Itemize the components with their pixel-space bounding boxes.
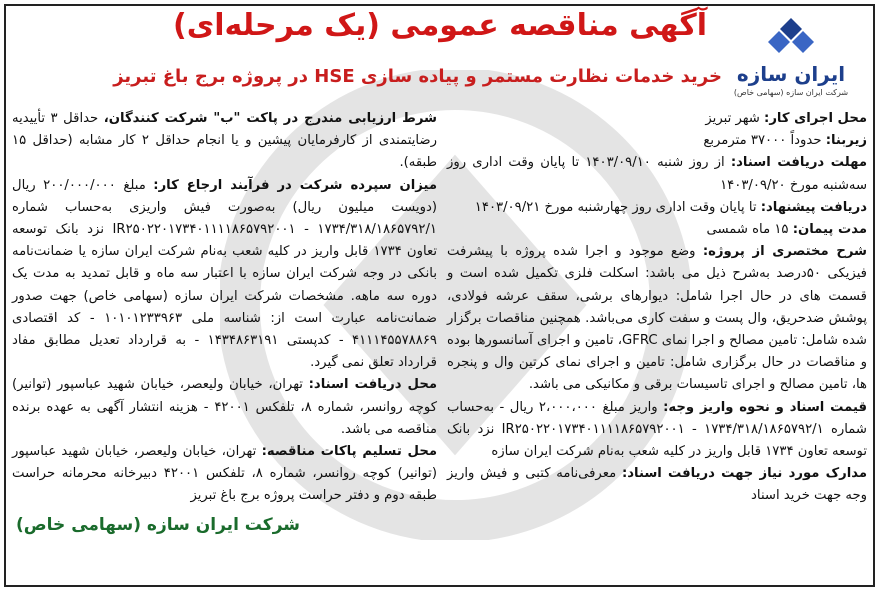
ad-header — [10, 8, 870, 100]
deposit-value: مبلغ ۲۰۰/۰۰۰/۰۰۰ ریال (دویست میلیون ریال) به‌صورت فیش واریزی به‌حساب شماره ۱۷۳۴/۳۱۸/۱۸۶۵۷۹۲/۱ - IR۲۵۰۲۲۰۱۷۳۴۰۱۱۱۱۸۶۵۷۹۲۰۰۱ نزد بانک توسعه تعاون ۱۷۳۴ قابل واریز در کلیه شعب به‌نام شرکت ایران سازه یا ضمانت‌نامه بانکی در وجه شرکت ایران سازه با اعتبار سه ماه و قابل تمدید به مدت یک دوره سه ماهه. مشخصات شرکت ایران سازه (سهامی خاص) جهت صدور ضمانت‌نامه عبارت است از: شناسه ملی ۱۰۱۰۱۲۳۳۹۶۳ - کد اقتصادی ۴۱۱۱۴۵۵۷۸۸۶۹ - کدپستی ۱۴۳۴۸۶۳۱۹۱ - به قرارداد تعدیل مطابق مفاد قرارداد تعلق نمی گیرد. — [12, 177, 438, 371]
ad-title: آگهی مناقصه عمومی (یک مرحله‌ای) — [173, 8, 707, 43]
company-signature: شرکت ایران سازه (سهامی خاص) — [16, 514, 300, 535]
ad-subtitle: خرید خدمات نظارت مستمر و پیاده سازی HSE در پروژه برج باغ تبریز — [113, 66, 722, 87]
docs-value: معرفی‌نامه کتبی و فیش واریز وجه جهت خرید اسناد — [447, 466, 867, 504]
description-label: شرح مختصری از پروژه: — [702, 244, 867, 260]
docs-line — [447, 463, 867, 507]
criteria-value: حداقل ۳ تأییدیه رضایتمندی از کارفرمایان پیشین و یا انجام حداقل ۲ کار مشابه (حداقل ۱۵ طبقه). — [12, 111, 437, 171]
right-column — [447, 108, 867, 508]
company-logo — [726, 16, 856, 97]
duration-line — [447, 219, 867, 241]
deliver-line — [12, 441, 437, 508]
duration-label: مدت پیمان: — [792, 222, 867, 238]
receive-label: محل دریافت اسناد: — [308, 377, 437, 393]
duration-value: ۱۵ ماه شمسی — [706, 222, 793, 238]
deliver-label: محل تسلیم پاکات مناقصه: — [261, 444, 437, 460]
logo-diamond-icon — [768, 16, 814, 56]
deposit-label: میزان سپرده شرکت در فرآیند ارجاع کار: — [153, 177, 438, 193]
area-value: حدوداً ۳۷۰۰۰ مترمربع — [703, 133, 826, 149]
criteria-line — [12, 108, 437, 175]
deliver-value: تهران، خیابان ولیعصر، خیابان شهید عباسپور (توانیر) کوچه روانسر، شماره ۸، تلفکس ۴۲۰۰۱ دبیرخانه محرمانه حراست طبقه دوم و دفتر حراست پروژه برج باغ تبریز — [12, 444, 437, 504]
price-label: قیمت اسناد و نحوه واریز وجه: — [663, 399, 867, 415]
deposit-line — [12, 175, 437, 375]
location-line — [447, 108, 867, 130]
deadline-line — [447, 152, 867, 196]
location-value: شهر تبریز — [705, 111, 765, 126]
price-value: واریز مبلغ ۲،۰۰۰،۰۰۰ ریال - به‌حساب شماره ۱۷۳۴/۳۱۸/۱۸۶۵۷۹۲/۱ - IR۲۵۰۲۲۰۱۷۳۴۰۱۱۱۱۸۶۵۷۹۲۰۰۱ نزد بانک توسعه تعاون ۱۷۳۴ قابل واریز در کلیه شعب به‌نام شرکت ایران سازه — [447, 399, 867, 460]
logo-name: ایران سازه — [736, 62, 846, 86]
price-line — [447, 397, 867, 464]
deadline-value: از روز شنبه ۱۴۰۳/۰۹/۱۰ تا پایان وقت اداری روز سه‌شنبه مورخ ۱۴۰۳/۰۹/۲۰ — [447, 155, 867, 193]
area-label: زیربنا: — [825, 133, 867, 149]
deadline-label: مهلت دریافت اسناد: — [730, 155, 867, 171]
left-column — [12, 108, 437, 536]
receive-line — [12, 374, 437, 441]
location-label: محل اجرای کار: — [764, 111, 867, 126]
area-line — [447, 130, 867, 152]
criteria-label: شرط ارزیابی مندرج در پاکت "ب" شرکت کنندگان، — [103, 111, 438, 126]
offer-value: تا پایان وقت اداری روز چهارشنبه مورخ ۱۴۰۳/۰۹/۲۱ — [474, 199, 761, 215]
logo-subtitle: شرکت ایران سازه (سهامی خاص) — [733, 88, 849, 97]
description-line — [447, 241, 867, 396]
offer-label: دریافت پیشنهاد: — [760, 199, 867, 215]
receive-value: تهران، خیابان ولیعصر، خیابان شهید عباسپور (توانیر) کوچه روانسر، شماره ۸، تلفکس ۴۲۰۰۱ - هزینه انتشار آگهی به عهده برنده مناقصه می باشد. — [12, 377, 437, 437]
description-value: وضع موجود و اجرا شده پروژه با پیشرفت فیزیکی ۵۰درصد به‌شرح ذیل می باشد: اسکلت فلزی تکمیل شده است و قسمت های در حال اجرا شامل: دیوارهای برشی، سقف عرشه فولادی، پوشش ضدحریق، وال پست و سفت کاری می‌باشد. همچنین مناقصات برگزار شده شامل: تامین مصالح و اجرا نمای GFRC، تامین و اجرای آسانسورها بوده و مناقصات در حال برگزاری شامل: تامین و اجرای نمای کرتین وال و پنجره ها، تامین مصالح و اجرای تاسیسات برقی و مکانیکی می باشد. — [447, 244, 867, 393]
docs-label: مدارک مورد نیاز جهت دریافت اسناد: — [621, 466, 867, 482]
offer-line — [447, 197, 867, 219]
